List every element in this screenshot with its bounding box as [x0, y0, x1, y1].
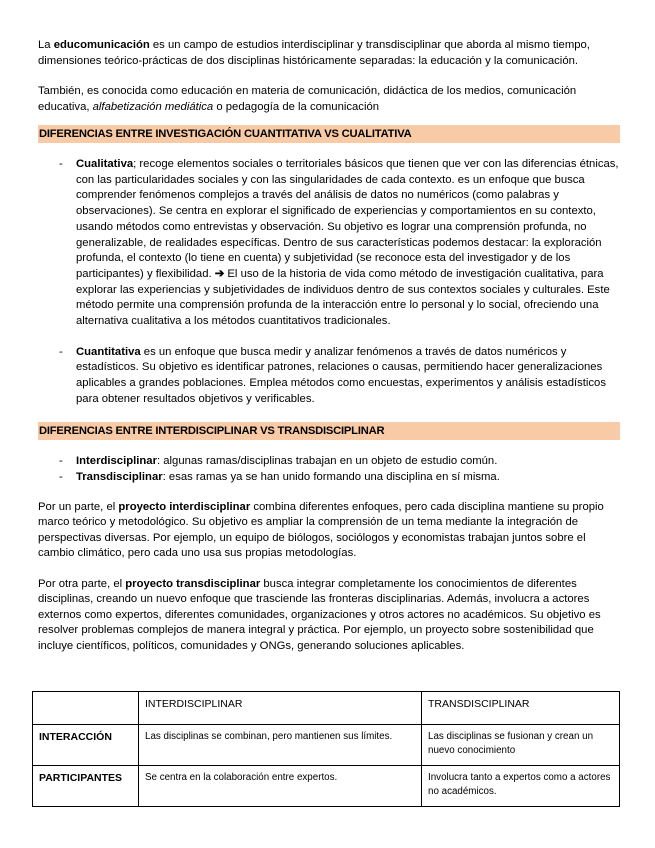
- intro-p1-after: es un campo de estudios interdisciplinar y transdisciplinar que aborda al mismo tiempo, dimensiones teórico-prácticas de dos disciplinas históricamente separadas: la educación y la comunicación.: [38, 39, 590, 67]
- row-header-interaccion: INTERACCIÓN: [33, 725, 139, 766]
- transdisciplinar-text: : esas ramas ya se han unido formando una disciplina en sí misma.: [162, 471, 500, 484]
- term-interdisciplinar: Interdisciplinar: [76, 454, 157, 467]
- term-cualitativa: Cualitativa: [76, 158, 134, 170]
- intro-paragraph-1: [38, 38, 620, 69]
- cuantitativa-text: es un enfoque que busca medir y analizar fenómenos a través de datos numéricos y estadísticos. Su objetivo es identificar patrones, relaciones o causas, permitiendo hacer generalizaciones aplicables a grandes poblaciones. Emplea métodos como encuestas, experimentos y análisis estadísticos para obtener resultados objetivos y verificables.: [76, 345, 606, 405]
- section-heading-inter-trans: DIFERENCIAS ENTRE INTERDISCIPLINAR VS TRANSDISCIPLINAR: [38, 422, 620, 440]
- intro-p2-before: También, es conocida como educación en materia de comunicación, didáctica de los medios, comunicación educativa,: [38, 85, 577, 113]
- table-header-transdisciplinar: TRANSDISCIPLINAR: [422, 692, 620, 725]
- list-item-transdisciplinar: [38, 470, 620, 486]
- list-item-interdisciplinar: [38, 454, 620, 470]
- bullet-dash: -: [59, 345, 63, 358]
- p1-before: Por un parte, el: [38, 500, 119, 513]
- table-row: [33, 725, 620, 766]
- p1-term: proyecto interdisciplinar: [118, 500, 251, 513]
- comparison-table: [32, 691, 620, 807]
- table-cell: Las disciplinas se combinan, pero mantienen sus límites.: [139, 725, 422, 766]
- bullet-dash: -: [59, 471, 63, 484]
- intro-p2-after: o pedagogía de la comunicación: [213, 100, 380, 113]
- section-heading-quant-qual: DIFERENCIAS ENTRE INVESTIGACIÓN CUANTITATIVA VS CUALITATIVA: [38, 125, 620, 143]
- p2-before: Por otra parte, el: [38, 577, 126, 590]
- inter-trans-list: [38, 454, 620, 486]
- p2-after: busca integrar completamente los conocimientos de diferentes disciplinas, creando un nuevo enfoque que trasciende las fronteras disciplinarias. Además, involucra a actores externos como expertos, diferentes comunidades, organizaciones y otros actores no académicos. Su objetivo es resolver problemas complejos de manera integral y práctica. Por ejemplo, un proyecto sobre sostenibilidad que incluye científicos, políticos, comunidades y ONGs, generando soluciones aplicables.: [38, 577, 601, 652]
- table-header-row: [33, 692, 620, 725]
- intro-paragraph-2: [38, 84, 620, 115]
- table-header-interdisciplinar: INTERDISCIPLINAR: [139, 692, 422, 725]
- transdisciplinar-project-paragraph: [38, 577, 620, 655]
- arrow-right-icon: ➔: [214, 267, 225, 280]
- cualitativa-text-2: El uso de la historia de vida como método de investigación cualitativa, para explorar las experiencias y subjetividades de individuos dentro de sus contextos sociales y culturales. Este método permite una comprensión profunda de la interacción entre lo personal y lo social, ofreciendo una alternativa cualitativa a los métodos cuantitativos tradicionales.: [76, 267, 610, 328]
- bullet-dash: -: [59, 158, 63, 170]
- quant-qual-list: [38, 157, 620, 408]
- p2-term: proyecto transdisciplinar: [125, 577, 261, 590]
- table-cell: Las disciplinas se fusionan y crean un nuevo conocimiento: [422, 725, 620, 766]
- intro-p1-term: educomunicación: [53, 39, 150, 51]
- interdisciplinar-text: : algunas ramas/disciplinas trabajan en un objeto de estudio común.: [156, 454, 498, 467]
- cualitativa-text-1: ; recoge elementos sociales o territoriales básicos que tienen que ver con las diferencias étnicas, con las particularidades sociales y con las singularidades de cada contexto. es un enfoque que busca comprender fenómenos complejos a través del análisis de datos no numéricos (como palabras y observaciones). Se centra en explorar el significado de experiencias y comportamientos en su contexto, usando métodos como entrevistas y observación. Su objetivo es lograr una comprensión profunda, no generalizable, de realidades específicas. Dentro de sus características podemos destacar: la exploración profunda, el contexto (lo tiene en cuenta) y subjetividad (se reconoce esta del investigador y de los participantes) y flexibilidad.: [76, 158, 619, 280]
- intro-p1-before: La: [38, 39, 54, 51]
- term-cuantitativa: Cuantitativa: [76, 345, 141, 358]
- table-cell: Involucra tanto a expertos como a actores no académicos.: [422, 766, 620, 807]
- bullet-dash: -: [59, 454, 63, 467]
- interdisciplinar-project-paragraph: [38, 500, 620, 562]
- list-item-cuantitativa: [38, 345, 620, 408]
- table-cell: Se centra en la colaboración entre expertos.: [139, 766, 422, 807]
- intro-p2-italic: alfabetización mediática: [92, 100, 214, 113]
- document-page: [38, 38, 620, 669]
- p1-after: combina diferentes enfoques, pero cada disciplina mantiene su propio marco teórico y metodológico. Su objetivo es ampliar la comprensión de un tema mediante la integración de perspectivas diversas. Por ejemplo, un equipo de biólogos, sociólogos y economistas trabajan juntos sobre el cambio climático, pero cada uno usa sus propias metodologías.: [38, 500, 604, 560]
- table-row: [33, 766, 620, 807]
- table-header-empty: [33, 692, 139, 725]
- term-transdisciplinar: Transdisciplinar: [76, 471, 163, 484]
- list-item-cualitativa: [38, 157, 620, 330]
- row-header-participantes: PARTICIPANTES: [33, 766, 139, 807]
